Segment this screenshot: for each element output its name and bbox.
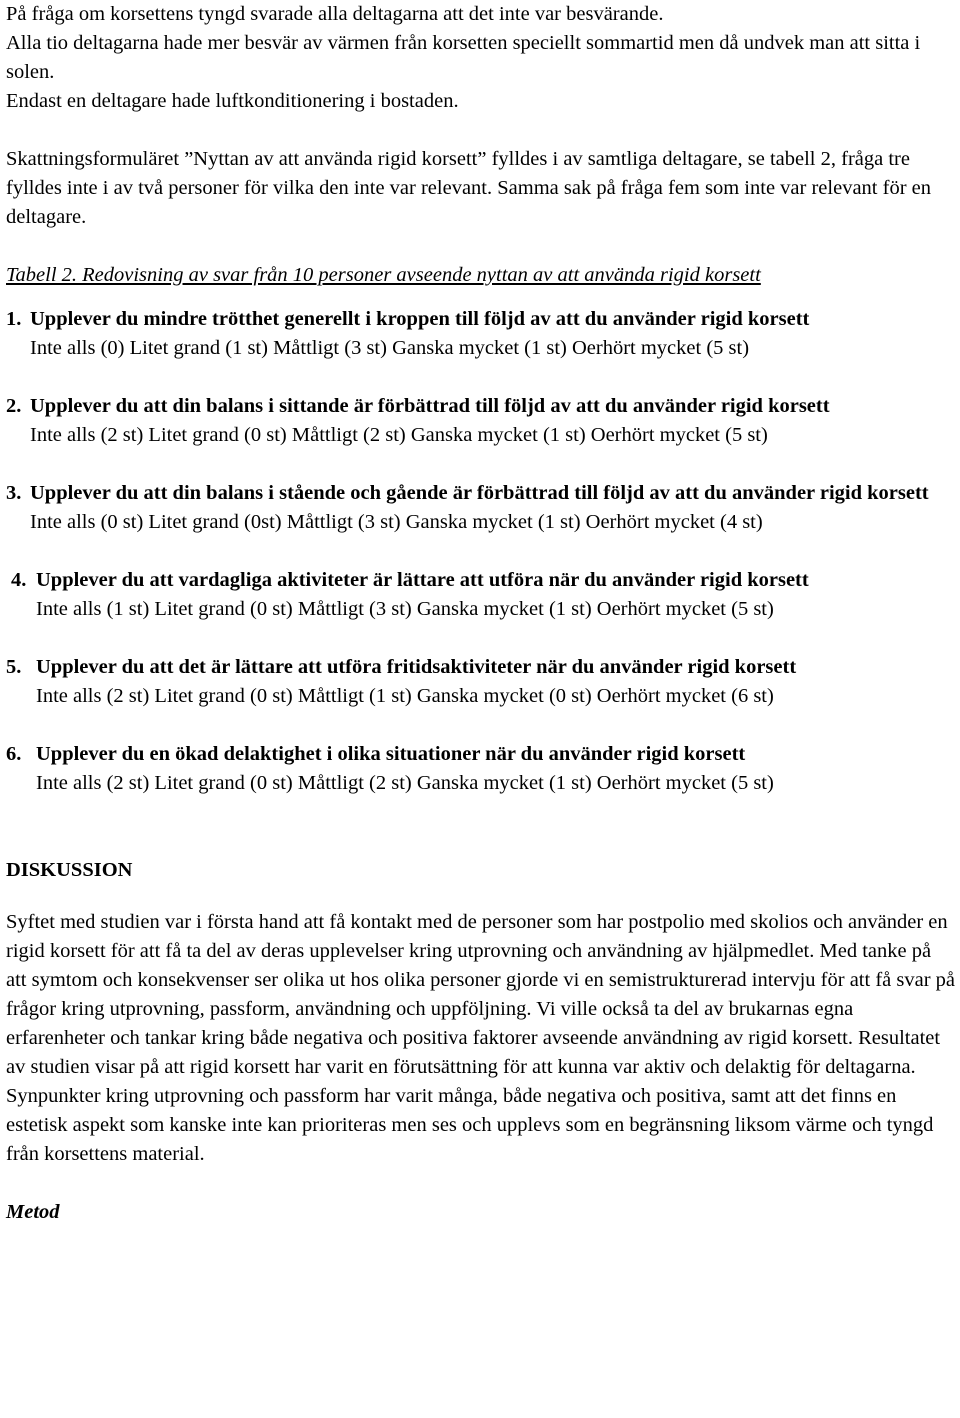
discussion-heading: DISKUSSION — [6, 859, 133, 881]
question-answer: Inte alls (2 st) Litet grand (0 st) Måttligt (1 st) Ganska mycket (0 st) Oerhört mycket (6 st) — [36, 685, 774, 707]
question-heading — [6, 392, 956, 421]
question-item-2 — [6, 392, 956, 450]
question-number: 5. — [6, 656, 22, 678]
question-item-6 — [6, 740, 956, 798]
method-heading: Metod — [6, 1201, 60, 1223]
intro-line-2: Alla tio deltagarna hade mer besvär av värmen från korsetten speciellt sommartid men då undvek man att sitta i solen. — [6, 32, 921, 83]
question-item-5 — [6, 653, 956, 711]
question-heading — [6, 740, 956, 769]
question-heading — [6, 479, 956, 508]
table-caption: Tabell 2. Redovisning av svar från 10 personer avseende nyttan av att använda rigid korsett — [6, 264, 761, 286]
question-heading — [6, 305, 956, 334]
question-text: Upplever du att din balans i sittande är förbättrad till följd av att du använder rigid korsett — [30, 395, 830, 417]
intro-line-1: På fråga om korsettens tyngd svarade alla deltagarna att det inte var besvärande. — [6, 3, 664, 25]
question-text: Upplever du mindre trötthet generellt i kroppen till följd av att du använder rigid korsett — [30, 308, 810, 330]
results-paragraph: Skattningsformuläret ”Nyttan av att använda rigid korsett” fylldes i av samtliga deltagare, se tabell 2, fråga tre fylldes inte i av två personer för vilka den inte var relevant. Samma sak på fråga fem som inte var relevant för en deltagare. — [6, 148, 931, 228]
document-page — [6, 0, 956, 1227]
question-text: Upplever du en ökad delaktighet i olika situationer när du använder rigid korsett — [36, 743, 746, 765]
intro-line-3: Endast en deltagare hade luftkonditionering i bostaden. — [6, 90, 459, 112]
question-number: 4. — [11, 569, 27, 591]
question-item-1 — [6, 305, 956, 363]
question-number: 6. — [6, 743, 22, 765]
question-answer: Inte alls (0 st) Litet grand (0st) Måttligt (3 st) Ganska mycket (1 st) Oerhört mycket (4 st) — [30, 511, 763, 533]
question-number: 2. — [6, 395, 22, 417]
question-answer: Inte alls (2 st) Litet grand (0 st) Måttligt (2 st) Ganska mycket (1 st) Oerhört mycket (5 st) — [36, 772, 774, 794]
question-text: Upplever du att vardagliga aktiviteter är lättare att utföra när du använder rigid korsett — [36, 569, 809, 591]
discussion-paragraph: Syftet med studien var i första hand att få kontakt med de personer som har postpolio med skolios och använder en rigid korsett för att få ta del av deras upplevelser kring utprovning och användning av hjälpmedlet. Med tanke på att symtom och konsekvenser ser olika ut hos olika personer gjorde vi en semistrukturerad intervju för att få svar på frågor kring utprovning, passform, användning och uppföljning. Vi ville också ta del av brukarnas egna erfarenheter och tankar kring både negativa och positiva faktorer avseende användning av rigid korsett. Resultatet av studien visar på att rigid korsett har varit en förutsättning för att kunna var aktiv och delaktig för deltagarna. Synpunkter kring utprovning och passform har varit många, både negativa och positiva, samt att det finns en estetisk aspekt som kanske inte kan prioriteras men ses och upplevs som en begränsning liksom värme och tyngd från korsettens material. — [6, 911, 956, 1165]
question-heading — [6, 566, 956, 595]
question-item-3 — [6, 479, 956, 537]
question-answer: Inte alls (2 st) Litet grand (0 st) Måttligt (2 st) Ganska mycket (1 st) Oerhört mycket (5 st) — [30, 424, 768, 446]
question-text: Upplever du att det är lättare att utföra fritidsaktiviteter när du använder rigid korsett — [36, 656, 797, 678]
question-item-4 — [6, 566, 956, 624]
question-number: 3. — [6, 482, 22, 504]
intro-section — [6, 0, 956, 116]
question-number: 1. — [6, 308, 22, 330]
question-text: Upplever du att din balans i stående och gående är förbättrad till följd av att du använder rigid korsett — [30, 482, 929, 504]
question-answer: Inte alls (0) Litet grand (1 st) Måttligt (3 st) Ganska mycket (1 st) Oerhört mycket (5 st) — [30, 337, 750, 359]
question-heading — [6, 653, 956, 682]
question-answer: Inte alls (1 st) Litet grand (0 st) Måttligt (3 st) Ganska mycket (1 st) Oerhört mycket (5 st) — [36, 598, 774, 620]
questionnaire-list — [6, 305, 956, 798]
